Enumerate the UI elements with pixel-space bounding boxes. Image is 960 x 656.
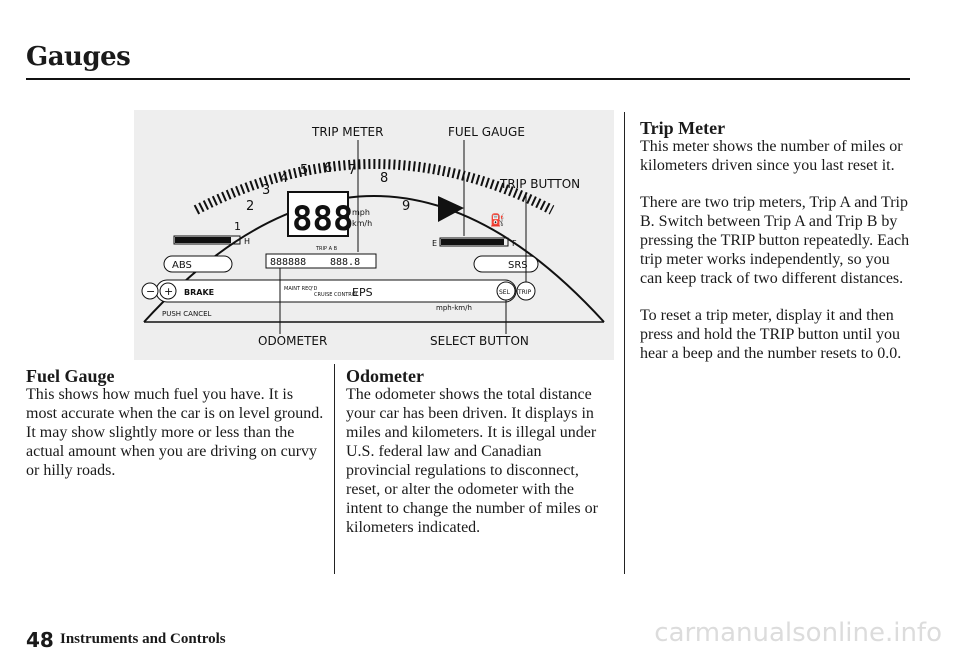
fuel-f: F <box>512 239 517 248</box>
heading-rule <box>26 78 910 80</box>
callout-trip-button: TRIP BUTTON <box>500 177 581 191</box>
tach-number-1: 1 <box>234 220 241 233</box>
callout-select-button: SELECT BUTTON <box>430 334 529 348</box>
tach-number-9: 9 <box>402 199 411 214</box>
trip-meter-body <box>640 137 912 381</box>
temp-bar-fill <box>175 237 231 243</box>
callout-odometer: ODOMETER <box>258 334 328 348</box>
tach-number-4: 4 <box>280 171 289 186</box>
units-switch-label: mph-km/h <box>436 304 472 312</box>
tach-number-8: 8 <box>380 171 389 186</box>
cruise-label: CRUISE CONTROL <box>314 292 359 298</box>
trip-meter-paragraph-1: This meter shows the number of miles or kilometers driven since you last reset it. <box>640 138 903 174</box>
trip-label: TRIP <box>518 289 532 296</box>
column-divider-right <box>624 112 625 574</box>
srs-label: SRS <box>508 260 528 271</box>
instrument-cluster-figure <box>134 110 614 360</box>
odometer-digits: 888888 <box>270 257 307 268</box>
footer-page-number: 48 <box>26 628 54 652</box>
eps-label: EPS <box>352 286 373 299</box>
callout-fuel-gauge: FUEL GAUGE <box>448 125 525 139</box>
trip-digits: 888.8 <box>330 257 361 268</box>
speed-units-top: mph <box>352 208 370 217</box>
sel-label: SEL <box>499 289 510 296</box>
srs-indicator <box>474 256 538 272</box>
cluster-illustration <box>134 110 614 360</box>
footer-section: Instruments and Controls <box>60 631 226 647</box>
fuel-e: E <box>432 239 438 248</box>
speed-value: 888 <box>292 199 354 239</box>
push-cancel-label: PUSH CANCEL <box>162 310 212 318</box>
fuel-pump-icon: ⛽ <box>490 213 505 227</box>
temp-h: H <box>244 237 251 246</box>
trip-ab-label: TRIP A B <box>316 246 338 252</box>
tach-number-3: 3 <box>262 183 271 198</box>
fuel-gauge-body <box>26 385 324 498</box>
tach-number-5: 5 <box>300 163 309 178</box>
plus-glyph: + <box>164 285 174 298</box>
page-heading: Gauges <box>26 42 131 72</box>
fuel-bar-fill <box>441 239 504 245</box>
callout-trip-meter: TRIP METER <box>312 125 384 139</box>
maint-label: MAINT REQ'D <box>284 286 318 292</box>
trip-meter-heading: Trip Meter <box>640 118 726 138</box>
odometer-body <box>346 385 608 555</box>
tach-number-6: 6 <box>324 161 333 176</box>
odometer-heading: Odometer <box>346 366 424 386</box>
fuel-gauge-paragraph: This shows how much fuel you have. It is most accurate when the car is on level ground. It may show slightly more or less than the actual amount when you are driving on curvy or hilly roads. <box>26 386 324 479</box>
trip-meter-paragraph-2: There are two trip meters, Trip A and Trip B. Switch between Trip A and Trip B by pressing the TRIP button repeatedly. Each trip meter works independently, so you can keep track of two different distances. <box>640 194 910 287</box>
tach-number-2: 2 <box>246 199 255 214</box>
brake-label: BRAKE <box>184 288 215 297</box>
speed-units-bottom: km/h <box>352 219 373 228</box>
column-divider-left <box>334 364 335 574</box>
abs-label: ABS <box>172 260 192 271</box>
tach-number-7: 7 <box>348 163 357 178</box>
minus-glyph: − <box>146 285 156 298</box>
trip-meter-paragraph-3: To reset a trip meter, display it and then press and hold the TRIP button until you hear a beep and the number resets to 0.0. <box>640 307 902 362</box>
odometer-paragraph: The odometer shows the total distance your car has been driven. It displays in miles and kilometers. It is illegal under U.S. federal law and Canadian provincial regulations to disconnect, reset, or alter the odometer with the intent to change the number of miles or kilometers indicated. <box>346 386 598 536</box>
fuel-gauge-heading: Fuel Gauge <box>26 366 115 386</box>
watermark: carmanualsonline.info <box>654 618 942 648</box>
